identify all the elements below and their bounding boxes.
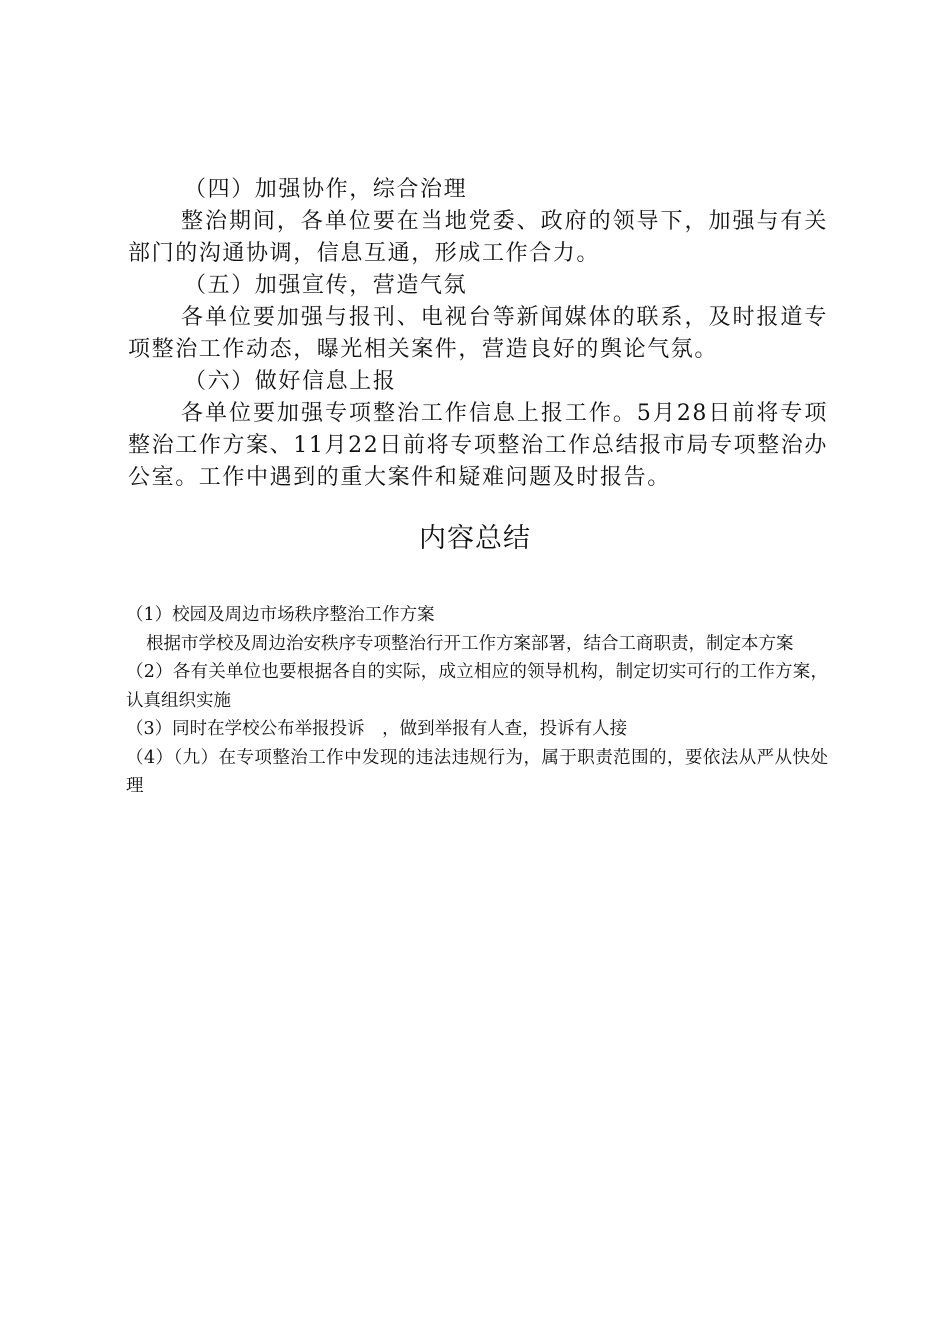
section-heading-6: （六）做好信息上报 [184, 369, 397, 394]
section-paragraph-6: 各单位要加强专项整治工作信息上报工作。5月28日前将专项整治工作方案、11月22日前将专项整治工作总结报市局专项整治办公室。工作中遇到的重大案件和疑难问题及时报告。 [128, 401, 828, 490]
document-body [128, 174, 828, 494]
summary-item-1: （1）校园及周边市场秩序整治工作方案 [126, 605, 435, 625]
section-paragraph-5: 各单位要加强与报刊、电视台等新闻媒体的联系，及时报道专项整治工作动态，曝光相关案件，营造良好的舆论气氛。 [128, 305, 828, 362]
summary-item-2: （2）各有关单位也要根据各自的实际，成立相应的领导机构，制定切实可行的工作方案，认真组织实施 [126, 662, 828, 711]
section-heading-4: （四）加强协作，综合治理 [184, 177, 468, 202]
summary-item-3: （3）同时在学校公布举报投诉 ，做到举报有人查，投诉有人接 [126, 719, 628, 739]
section-paragraph-4: 整治期间，各单位要在当地党委、政府的领导下，加强与有关部门的沟通协调，信息互通，形成工作合力。 [128, 209, 828, 266]
summary-item-1-detail: 根据市学校及周边治安秩序专项整治行开工作方案部署，结合工商职责，制定本方案 [146, 633, 794, 654]
summary-item-4: （4）（九）在专项整治工作中发现的违法违规行为，属于职责范围的，要依法从严从快处理 [126, 747, 828, 796]
section-heading-5: （五）加强宣传，营造气氛 [184, 273, 468, 298]
summary-list [128, 601, 828, 801]
summary-title: 内容总结 [419, 523, 531, 554]
